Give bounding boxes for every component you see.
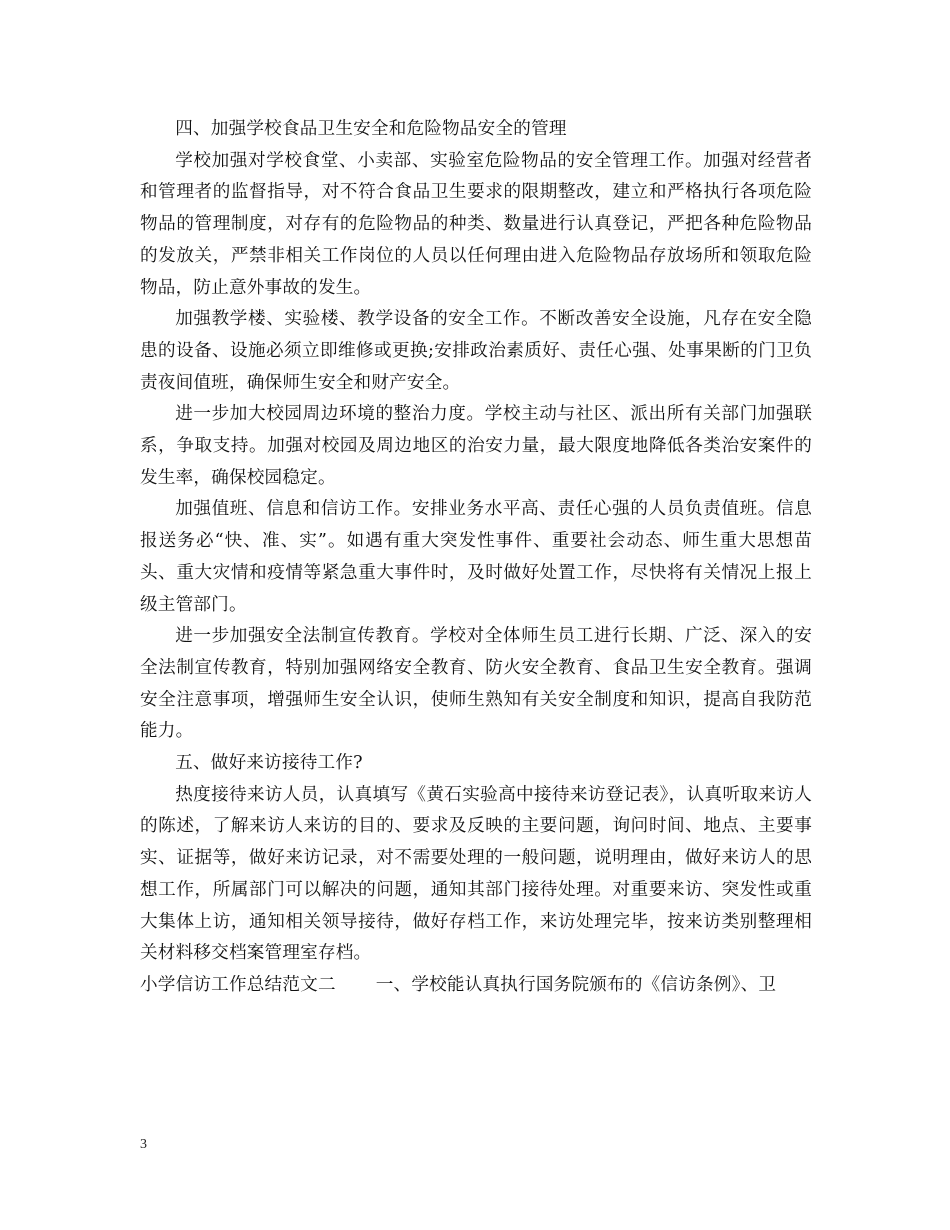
next-article-continuation: 一、学校能认真执行国务院颁布的《信访条例》、卫 [375,974,777,995]
next-article-line [140,970,812,1002]
next-article-title: 小学信访工作总结范文二 [140,974,336,995]
paragraph-legal-education: 进一步加强安全法制宣传教育。学校对全体师生员工进行长期、广泛、深入的安全法制宣传教育，特别加强网络安全教育、防火安全教育、食品卫生安全教育。强调安全注意事项，增强师生安全认识，使师生熟知有关安全制度和知识，提高自我防范能力。 [140,626,812,742]
paragraph-visitor-reception: 热度接待来访人员，认真填写《黄石实验高中接待来访登记表》，认真听取来访人的陈述，了解来访人来访的目的、要求及反映的主要问题，询问时间、地点、主要事实、证据等，做好来访记录，对不需要处理的一般问题，说明理由，做好来访人的思想工作，所属部门可以解决的问题，通知其部门接待处理。对重要来访、突发性或重大集体上访，通知相关领导接待，做好存档工作，来访处理完毕，按来访类别整理相关材料移交档案管理室存档。 [140,784,812,964]
paragraph-building-safety: 加强教学楼、实验楼、教学设备的安全工作。不断改善安全设施，凡存在安全隐患的设备、设施必须立即维修或更换;安排政治素质好、责任心强、处事果断的门卫负责夜间值班，确保师生安全和财产安全。 [140,309,812,393]
section-heading-four: 四、加强学校食品卫生安全和危险物品安全的管理 [175,119,567,139]
page-number: 3 [140,1137,147,1152]
section-heading-five: 五、做好来访接待工作? [175,753,363,774]
paragraph-duty-information: 加强值班、信息和信访工作。安排业务水平高、责任心强的人员负责值班。信息报送务必“快、准、实”。如遇有重大突发性事件、重要社会动态、师生重大思想苗头、重大灾情和疫情等紧急重大事件时，及时做好处置工作，尽快将有关情况上报上级主管部门。 [140,499,812,615]
document-body [140,114,812,1002]
paragraph-campus-environment: 进一步加大校园周边环境的整治力度。学校主动与社区、派出所有关部门加强联系，争取支持。加强对校园及周边地区的治安力量，最大限度地降低各类治安案件的发生率，确保校园稳定。 [140,404,812,488]
paragraph-food-safety: 学校加强对学校食堂、小卖部、实验室危险物品的安全管理工作。加强对经营者和管理者的监督指导，对不符合食品卫生要求的限期整改，建立和严格执行各项危险物品的管理制度，对存有的危险物品的种类、数量进行认真登记，严把各种危险物品的发放关，严禁非相关工作岗位的人员以任何理由进入危险物品存放场所和领取危险物品，防止意外事故的发生。 [140,150,812,298]
